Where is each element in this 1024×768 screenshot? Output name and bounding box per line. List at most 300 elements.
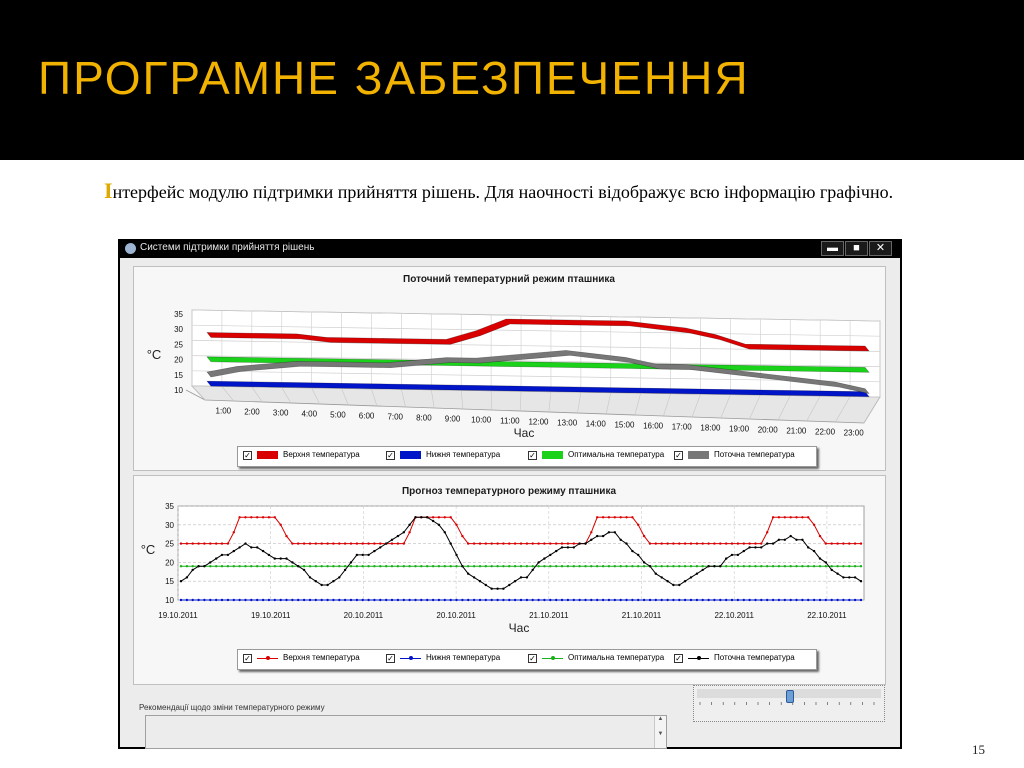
data-point — [614, 565, 616, 567]
data-point — [403, 599, 405, 601]
data-point — [350, 599, 352, 601]
legend-marker — [551, 656, 555, 660]
data-point — [297, 599, 299, 601]
data-point — [432, 565, 434, 567]
data-point — [192, 599, 194, 601]
data-point — [238, 546, 240, 548]
current-regime-chart — [134, 267, 885, 470]
data-point — [643, 599, 645, 601]
data-point — [221, 599, 223, 601]
data-point — [391, 565, 393, 567]
data-point — [508, 542, 510, 544]
data-point — [737, 599, 739, 601]
window-title: Системи підтримки прийняття рішень — [140, 242, 315, 253]
data-point — [244, 542, 246, 544]
x-tick-label: 23:00 — [843, 428, 864, 438]
data-point — [596, 535, 598, 537]
data-point — [326, 565, 328, 567]
data-point — [526, 576, 528, 578]
x-tick-label: 22.10.2011 — [807, 611, 847, 620]
data-point — [514, 599, 516, 601]
data-point — [737, 542, 739, 544]
data-point — [549, 565, 551, 567]
data-point — [227, 554, 229, 556]
data-point — [801, 516, 803, 518]
data-point — [666, 565, 668, 567]
legend-marker — [409, 656, 413, 660]
data-point — [532, 542, 534, 544]
data-point — [743, 550, 745, 552]
checkbox-icon[interactable]: ✓ — [529, 451, 536, 460]
data-point — [684, 542, 686, 544]
data-point — [420, 565, 422, 567]
data-point — [737, 565, 739, 567]
data-point — [280, 524, 282, 526]
data-point — [831, 599, 833, 601]
data-point — [690, 599, 692, 601]
data-point — [561, 546, 563, 548]
data-point — [473, 576, 475, 578]
data-point — [326, 599, 328, 601]
x-tick-label: 19.10.2011 — [250, 611, 291, 620]
slider-track[interactable] — [697, 689, 881, 698]
data-point — [297, 542, 299, 544]
data-point — [256, 565, 258, 567]
data-point — [737, 554, 739, 556]
y-tick-label: 35 — [174, 310, 183, 319]
data-point — [508, 565, 510, 567]
time-slider[interactable] — [693, 685, 885, 722]
window-titlebar[interactable] — [120, 239, 900, 258]
scroll-down-icon[interactable]: ▼ — [657, 731, 664, 737]
data-point — [672, 542, 674, 544]
data-point — [836, 542, 838, 544]
data-point — [461, 599, 463, 601]
data-point — [285, 535, 287, 537]
data-point — [567, 546, 569, 548]
data-point — [608, 599, 610, 601]
data-point — [819, 557, 821, 559]
x-tick-label: 20:00 — [757, 425, 778, 435]
data-point — [250, 516, 252, 518]
x-tick-label: 15:00 — [614, 420, 635, 430]
data-point — [367, 542, 369, 544]
data-point — [555, 550, 557, 552]
data-point — [203, 565, 205, 567]
data-point — [285, 557, 287, 559]
current-regime-panel — [133, 266, 886, 471]
data-point — [678, 584, 680, 586]
data-point — [192, 565, 194, 567]
data-point — [467, 573, 469, 575]
data-point — [655, 565, 657, 567]
minimize-button[interactable]: ▬ — [821, 241, 844, 256]
legend-swatch — [257, 451, 278, 459]
checkbox-icon[interactable]: ✓ — [675, 451, 682, 460]
data-point — [303, 565, 305, 567]
data-point — [414, 565, 416, 567]
data-point — [268, 599, 270, 601]
data-point — [438, 524, 440, 526]
data-point — [795, 516, 797, 518]
data-point — [696, 565, 698, 567]
data-point — [778, 599, 780, 601]
data-point — [666, 542, 668, 544]
x-tick-label: 12:00 — [528, 417, 549, 427]
data-point — [373, 550, 375, 552]
close-button[interactable]: ✕ — [869, 241, 892, 256]
x-tick-label: 6:00 — [358, 411, 375, 421]
data-point — [227, 565, 229, 567]
data-point — [784, 516, 786, 518]
legend-label: Оптимальна температура — [568, 653, 665, 662]
data-point — [397, 535, 399, 537]
data-point — [438, 516, 440, 518]
data-point — [362, 554, 364, 556]
data-point — [661, 576, 663, 578]
x-tick-label: 1:00 — [215, 406, 232, 416]
data-point — [772, 565, 774, 567]
data-point — [690, 565, 692, 567]
data-point — [684, 565, 686, 567]
data-point — [831, 569, 833, 571]
data-point — [203, 542, 205, 544]
data-point — [397, 565, 399, 567]
data-point — [537, 565, 539, 567]
data-point — [344, 565, 346, 567]
data-point — [215, 565, 217, 567]
chart-title: Прогноз температурного режиму пташника — [401, 486, 617, 497]
data-point — [491, 565, 493, 567]
data-point — [743, 599, 745, 601]
data-point — [590, 565, 592, 567]
data-point — [367, 554, 369, 556]
data-point — [637, 565, 639, 567]
data-point — [526, 542, 528, 544]
legend-label: Нижня температура — [426, 450, 501, 459]
data-point — [186, 599, 188, 601]
data-point — [543, 565, 545, 567]
data-point — [825, 561, 827, 563]
x-tick-label: 21.10.2011 — [529, 611, 569, 620]
data-point — [496, 599, 498, 601]
data-point — [555, 565, 557, 567]
data-point — [561, 599, 563, 601]
data-point — [813, 599, 815, 601]
data-point — [338, 565, 340, 567]
intro-drop-cap: І — [104, 178, 113, 203]
data-point — [819, 535, 821, 537]
checkbox-icon[interactable]: ✓ — [387, 451, 394, 460]
data-point — [549, 599, 551, 601]
data-point — [227, 542, 229, 544]
data-point — [356, 542, 358, 544]
data-point — [766, 542, 768, 544]
y-tick-label: 30 — [165, 520, 174, 530]
x-tick-label: 19:00 — [729, 424, 750, 434]
data-point — [450, 516, 452, 518]
data-point — [813, 565, 815, 567]
data-point — [502, 542, 504, 544]
data-point — [455, 554, 457, 556]
legend-label: Поточна температура — [714, 450, 795, 459]
legend-label: Нижня температура — [426, 653, 501, 662]
data-point — [748, 599, 750, 601]
window-client-area — [120, 258, 900, 747]
recommendations-field[interactable] — [145, 715, 667, 749]
recommendations-group — [133, 703, 675, 743]
data-point — [713, 542, 715, 544]
data-point — [467, 565, 469, 567]
y-axis-label: °C — [140, 542, 156, 557]
data-point — [661, 542, 663, 544]
data-point — [801, 599, 803, 601]
checkbox-icon[interactable]: ✓ — [529, 654, 536, 663]
data-point — [778, 565, 780, 567]
intro-text: нтерфейс модулю підтримки прийняття рішень. Для наочності відображує всю інформацію графічно. — [112, 182, 894, 202]
data-point — [233, 565, 235, 567]
data-point — [238, 599, 240, 601]
legend-label: Верхня температура — [283, 450, 360, 459]
scrollbar[interactable] — [654, 716, 666, 748]
data-point — [321, 584, 323, 586]
plot-area — [178, 506, 864, 600]
data-point — [414, 599, 416, 601]
x-tick-label: 16:00 — [643, 421, 664, 431]
data-point — [602, 535, 604, 537]
data-point — [608, 531, 610, 533]
data-point — [766, 565, 768, 567]
data-point — [532, 599, 534, 601]
data-point — [731, 565, 733, 567]
data-point — [748, 542, 750, 544]
data-point — [203, 599, 205, 601]
data-point — [602, 565, 604, 567]
data-point — [321, 599, 323, 601]
data-point — [713, 565, 715, 567]
data-point — [408, 524, 410, 526]
data-point — [280, 565, 282, 567]
data-point — [590, 539, 592, 541]
data-point — [197, 565, 199, 567]
data-point — [848, 565, 850, 567]
data-point — [790, 516, 792, 518]
x-tick-label: 4:00 — [301, 409, 318, 419]
data-point — [848, 542, 850, 544]
x-tick-label: 13:00 — [557, 418, 578, 428]
data-point — [631, 516, 633, 518]
data-point — [215, 599, 217, 601]
scroll-up-icon[interactable]: ▲ — [657, 716, 664, 722]
data-point — [596, 565, 598, 567]
data-point — [784, 599, 786, 601]
data-point — [250, 546, 252, 548]
data-point — [672, 584, 674, 586]
data-point — [438, 599, 440, 601]
data-point — [573, 599, 575, 601]
checkbox-icon[interactable]: ✓ — [387, 654, 394, 663]
forecast-panel — [133, 475, 886, 685]
data-point — [801, 565, 803, 567]
data-point — [790, 599, 792, 601]
x-tick-label: 22:00 — [815, 427, 836, 437]
data-point — [450, 565, 452, 567]
data-point — [795, 539, 797, 541]
checkbox-icon[interactable]: ✓ — [675, 654, 682, 663]
data-point — [256, 516, 258, 518]
data-point — [625, 516, 627, 518]
data-point — [620, 539, 622, 541]
data-point — [807, 565, 809, 567]
data-point — [725, 542, 727, 544]
data-point — [379, 542, 381, 544]
legend — [237, 446, 817, 467]
data-point — [209, 542, 211, 544]
data-point — [444, 516, 446, 518]
data-point — [754, 546, 756, 548]
data-point — [731, 542, 733, 544]
data-point — [807, 546, 809, 548]
data-point — [391, 539, 393, 541]
data-point — [836, 565, 838, 567]
data-point — [526, 599, 528, 601]
data-point — [608, 516, 610, 518]
data-point — [244, 599, 246, 601]
data-point — [496, 565, 498, 567]
data-point — [649, 599, 651, 601]
checkbox-icon[interactable]: ✓ — [244, 451, 251, 460]
data-point — [825, 542, 827, 544]
data-point — [573, 546, 575, 548]
data-point — [854, 599, 856, 601]
data-point — [719, 565, 721, 567]
data-point — [573, 565, 575, 567]
data-point — [244, 516, 246, 518]
slider-ticks — [694, 700, 884, 720]
data-point — [614, 531, 616, 533]
data-point — [221, 565, 223, 567]
data-point — [479, 565, 481, 567]
data-point — [309, 599, 311, 601]
data-point — [332, 542, 334, 544]
data-point — [432, 520, 434, 522]
data-point — [707, 599, 709, 601]
data-point — [860, 580, 862, 582]
data-point — [649, 542, 651, 544]
data-point — [543, 542, 545, 544]
data-point — [731, 554, 733, 556]
x-tick-label: 20.10.2011 — [436, 611, 476, 620]
data-point — [790, 565, 792, 567]
x-tick-label: 3:00 — [272, 408, 289, 418]
title-banner — [0, 0, 1024, 160]
data-point — [807, 599, 809, 601]
data-point — [854, 542, 856, 544]
y-tick-label: 35 — [165, 502, 174, 511]
data-point — [631, 565, 633, 567]
data-point — [280, 599, 282, 601]
data-point — [385, 599, 387, 601]
data-point — [379, 599, 381, 601]
data-point — [408, 565, 410, 567]
data-point — [555, 599, 557, 601]
x-tick-label: 8:00 — [416, 413, 432, 423]
data-point — [244, 565, 246, 567]
data-point — [186, 565, 188, 567]
x-tick-label: 17:00 — [671, 422, 692, 432]
data-point — [672, 599, 674, 601]
data-point — [250, 565, 252, 567]
data-point — [702, 599, 704, 601]
data-point — [596, 516, 598, 518]
data-point — [356, 565, 358, 567]
legend-swatch — [688, 451, 709, 459]
data-point — [860, 565, 862, 567]
x-tick-label: 7:00 — [387, 412, 404, 422]
data-point — [192, 542, 194, 544]
data-point — [362, 599, 364, 601]
data-point — [666, 599, 668, 601]
data-point — [766, 531, 768, 533]
data-point — [303, 569, 305, 571]
data-point — [584, 542, 586, 544]
y-tick-label: 25 — [165, 539, 174, 549]
data-point — [590, 599, 592, 601]
checkbox-icon[interactable]: ✓ — [244, 654, 251, 663]
data-point — [473, 599, 475, 601]
data-point — [754, 542, 756, 544]
data-point — [485, 565, 487, 567]
data-point — [502, 565, 504, 567]
data-point — [672, 565, 674, 567]
data-point — [678, 565, 680, 567]
data-point — [403, 531, 405, 533]
data-point — [584, 599, 586, 601]
data-point — [608, 565, 610, 567]
legend-swatch — [400, 451, 421, 459]
data-point — [702, 569, 704, 571]
data-point — [520, 565, 522, 567]
data-point — [221, 542, 223, 544]
data-point — [578, 599, 580, 601]
data-point — [848, 576, 850, 578]
data-point — [795, 599, 797, 601]
data-point — [426, 599, 428, 601]
data-point — [778, 539, 780, 541]
data-point — [596, 599, 598, 601]
data-point — [209, 565, 211, 567]
data-point — [291, 542, 293, 544]
data-point — [344, 599, 346, 601]
data-point — [309, 542, 311, 544]
data-point — [614, 599, 616, 601]
data-point — [332, 599, 334, 601]
maximize-button[interactable]: ■ — [845, 241, 868, 256]
data-point — [502, 588, 504, 590]
data-point — [637, 554, 639, 556]
legend-label: Верхня температура — [283, 653, 360, 662]
data-point — [262, 565, 264, 567]
data-point — [532, 565, 534, 567]
data-point — [754, 599, 756, 601]
data-point — [725, 599, 727, 601]
data-point — [233, 531, 235, 533]
data-point — [725, 557, 727, 559]
data-point — [391, 599, 393, 601]
data-point — [303, 542, 305, 544]
data-point — [408, 599, 410, 601]
legend-marker — [266, 656, 270, 660]
